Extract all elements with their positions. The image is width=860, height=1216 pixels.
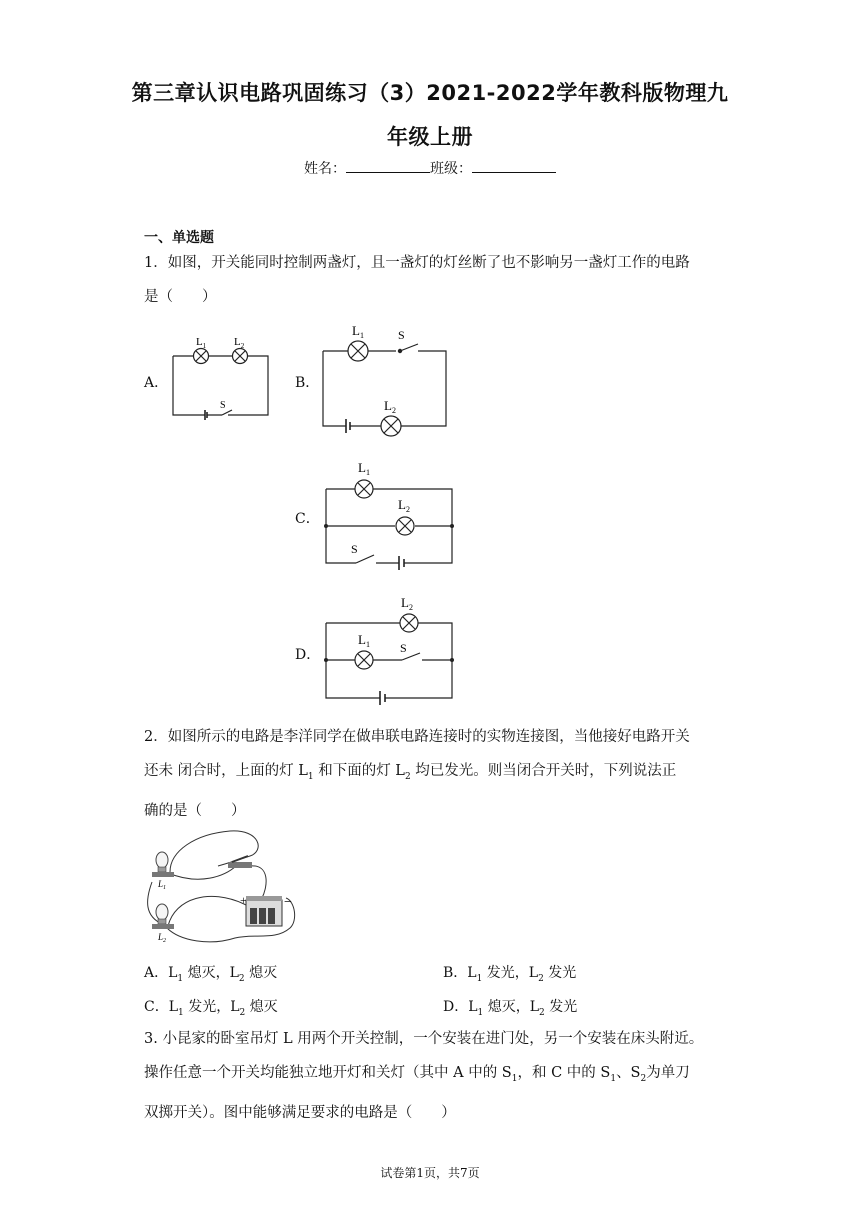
q2-option-b[interactable]: B．$L_1$ 发光，$L_2$ 发光 [443, 965, 577, 984]
q1-circuit-c[interactable] [318, 455, 458, 570]
page-footer: 试卷第1页，共7页 [380, 1166, 480, 1180]
svg-text:S: S [220, 400, 226, 411]
battery-icon [246, 896, 282, 926]
q1-option-a-label[interactable]: A． [144, 375, 169, 391]
class-blank[interactable] [472, 158, 556, 173]
q2-line1: 2．如图所示的电路是李洋同学在做串联电路连接时的实物连接图，当他接好电路开关 [144, 729, 690, 745]
q2-option-d[interactable]: D．$L_1$ 熄灭，$L_2$ 发光 [443, 999, 578, 1018]
svg-text:L1: $L_1$ [358, 632, 370, 649]
q1-line1: 1．如图，开关能同时控制两盏灯，且一盏灯的灯丝断了也不影响另一盏灯工作的电路 [144, 255, 690, 271]
svg-text:L1: $L_1$ [158, 879, 167, 891]
svg-text:S: S [351, 542, 358, 556]
q1-option-d-label[interactable]: D． [295, 647, 321, 663]
question-2-stem [144, 720, 718, 828]
switch-icon [228, 856, 252, 868]
page-title-line2: 年级上册 [387, 125, 473, 149]
name-blank[interactable] [346, 158, 430, 173]
q2-option-a[interactable]: A．$L_1$ 熄灭，$L_2$ 熄灭 [144, 965, 278, 984]
q2-line2: 还未 闭合时，上面的灯 $L_1$ 和下面的灯 $L_2$ 均已发光。则当闭合开关时，下列说法正 [144, 763, 677, 782]
question-3-stem [144, 1022, 724, 1130]
bulb-l2-icon [152, 904, 174, 929]
name-label: 姓名： [304, 161, 346, 177]
section-heading: 一、单选题 [144, 230, 214, 246]
question-1-stem [144, 246, 718, 314]
q1-line2: 是（ ） [144, 289, 217, 305]
q2-line3: 确的是（ ） [144, 802, 246, 819]
svg-text:L2: $L_2$ [158, 932, 167, 944]
q1-circuit-d[interactable] [318, 590, 458, 708]
q3-line2: 操作任意一个开关均能独立地开灯和关灯（其中 A 中的 $S_1$，和 C 中的 $S_1$、$S_2$为单刀 [144, 1065, 690, 1084]
svg-text:L1: $L_1$ [352, 323, 364, 340]
q1-option-b-label[interactable]: B． [295, 375, 320, 391]
svg-text:L2: $L_2$ [398, 497, 410, 514]
q1-circuit-a[interactable] [170, 332, 275, 422]
svg-text:S: S [398, 328, 405, 342]
student-info [0, 158, 860, 178]
svg-text:L1: $L_1$ [358, 460, 370, 477]
svg-text:−: − [284, 895, 292, 910]
svg-text:L2: $L_2$ [384, 398, 396, 415]
svg-text:L2: $L_2$ [401, 595, 413, 612]
q1-circuit-b[interactable] [318, 320, 453, 438]
svg-text:+: + [240, 893, 247, 907]
svg-text:S: S [400, 641, 407, 655]
q1-option-c-label[interactable]: C． [295, 511, 320, 527]
q3-line3: 双掷开关）。图中能够满足要求的电路是（ ） [144, 1104, 456, 1121]
svg-text:L2: $L_2$ [234, 336, 245, 350]
page-title-line1: 第三章认识电路巩固练习（3）2021-2022学年教科版物理九 [131, 81, 729, 105]
class-label: 班级： [430, 161, 472, 177]
q2-circuit-photo [140, 826, 300, 948]
q2-option-c[interactable]: C．$L_1$ 发光，$L_2$ 熄灭 [144, 999, 278, 1018]
svg-text:L1: $L_1$ [196, 336, 207, 350]
q3-line1: 3. 小昆家的卧室吊灯 L 用两个开关控制，一个安装在进门处，另一个安装在床头附近。 [144, 1031, 704, 1047]
